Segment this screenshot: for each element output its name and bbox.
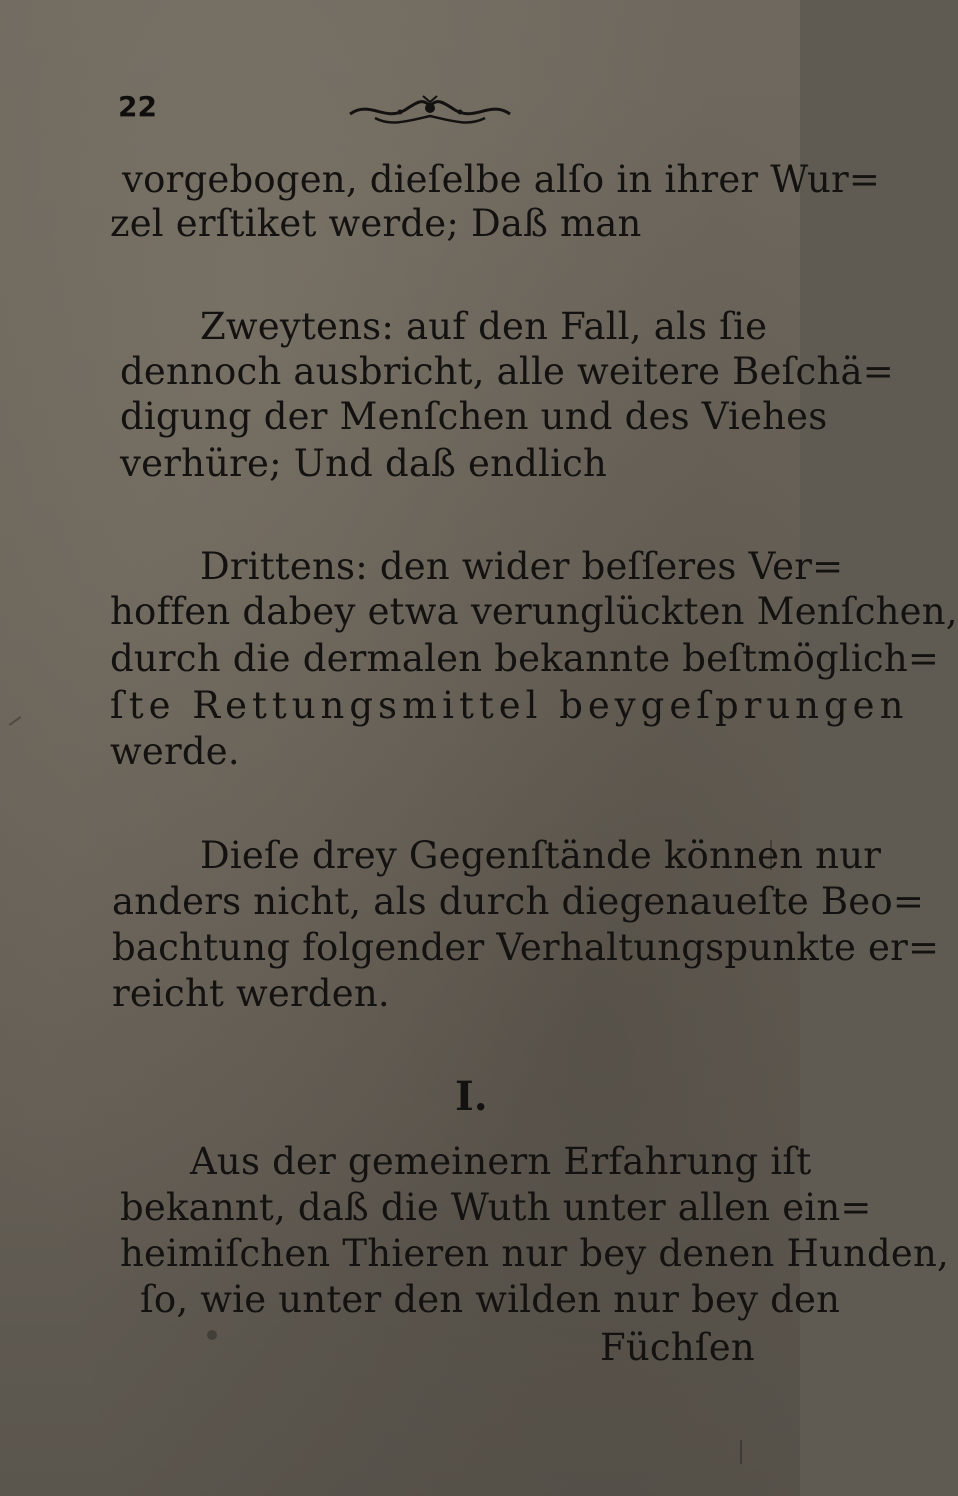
section-number: I. (455, 1073, 488, 1120)
text-line: dennoch ausbricht, alle weitere Beſchä= (120, 350, 894, 393)
text-line: digung der Menſchen und des Viehes (120, 395, 828, 438)
text-line: durch die dermalen bekannte beſtmöglich= (110, 637, 940, 680)
text-line: Aus der gemeinern Erfahrung iſt (190, 1140, 812, 1183)
text-line: bekannt, daß die Wuth unter allen ein= (120, 1186, 872, 1229)
text-line: ſo, wie unter den wilden nur bey den (140, 1278, 841, 1321)
text-line: zel erſtiket werde; Daß man (110, 202, 642, 245)
text-line: reicht werden. (112, 972, 390, 1015)
text-line: werde. (110, 730, 240, 773)
text-line: ſte Rettungsmittel beygeſprungen (110, 684, 909, 727)
catchword: Füchſen (600, 1326, 755, 1369)
text-line: Zweytens: auf den Fall, als ſie (200, 305, 768, 348)
page-number: 22 (118, 90, 157, 123)
text-line: Dieſe drey Gegenſtände können nur (200, 834, 882, 877)
printer-ornament-icon (345, 92, 515, 128)
ink-speck (740, 1440, 742, 1464)
text-line: Drittens: den wider beſſeres Ver= (200, 545, 844, 588)
text-line: verhüre; Und daß endlich (120, 442, 608, 485)
ink-speck (770, 840, 772, 870)
text-line: heimiſchen Thieren nur bey denen Hunden, (120, 1232, 949, 1275)
ink-speck (9, 716, 22, 726)
text-line: vorgebogen, dieſelbe alſo in ihrer Wur= (122, 158, 881, 201)
text-line: anders nicht, als durch diegenaueſte Beo= (112, 880, 925, 923)
text-line: hoffen dabey etwa verunglückten Menſchen, (110, 590, 958, 633)
ink-speck (207, 1330, 217, 1340)
text-line: bachtung folgender Verhaltungspunkte er= (112, 926, 940, 969)
